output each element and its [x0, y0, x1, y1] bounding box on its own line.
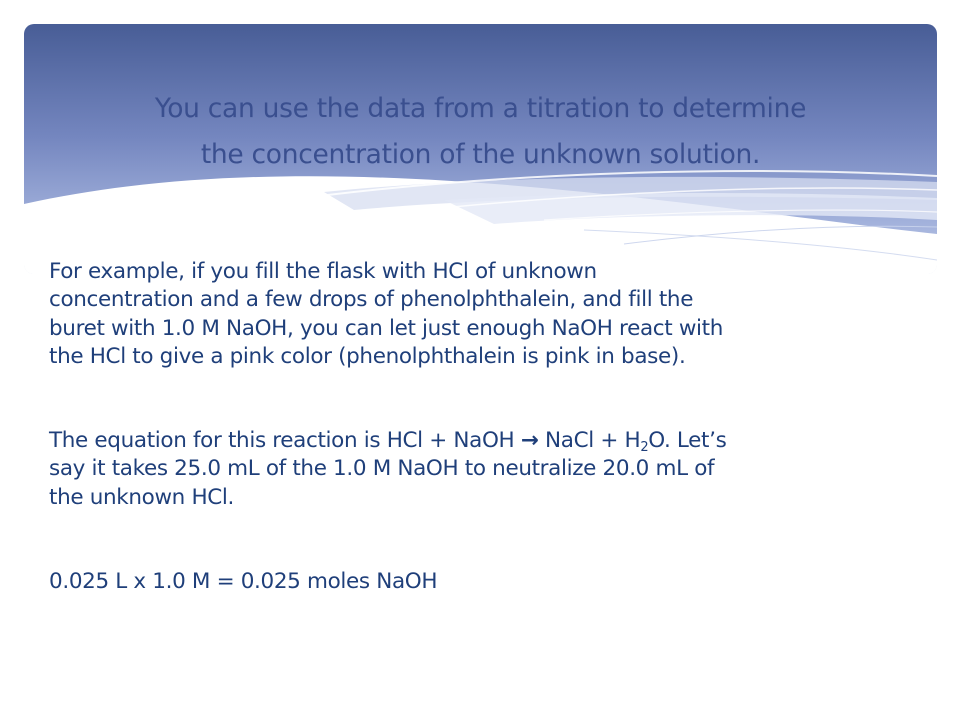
slide-title-line-1: You can use the data from a titration to determine	[154, 93, 807, 124]
paragraph-equation-line-3: the unknown HCl.	[49, 484, 235, 510]
equation-text-tail: O. Let’s	[648, 428, 727, 454]
calculation-line: 0.025 L x 1.0 M = 0.025 moles NaOH	[49, 569, 438, 595]
paragraph-equation	[49, 427, 939, 512]
slide-title-line-2: the concentration of the unknown solution.	[200, 139, 761, 170]
paragraph-calculation	[49, 568, 939, 596]
paragraph-example-line-2: concentration and a few drops of phenolphthalein, and fill the	[49, 287, 694, 313]
equation-text-start: The equation for this reaction is HCl + NaOH	[49, 428, 521, 454]
paragraph-equation-line-2: say it takes 25.0 mL of the 1.0 M NaOH to neutralize 20.0 mL of	[49, 456, 715, 482]
paragraph-equation-line-1	[49, 427, 939, 455]
slide-body	[49, 258, 939, 596]
equation-text-products: NaCl + H	[538, 428, 641, 454]
paragraph-example-line-3: buret with 1.0 M NaOH, you can let just enough NaOH react with	[49, 315, 724, 341]
paragraph-example-line-1: For example, if you fill the flask with HCl of unknown	[49, 259, 597, 284]
water-subscript: 2	[640, 440, 649, 456]
reaction-arrow-icon: →	[520, 428, 539, 454]
slide-title	[24, 86, 937, 178]
paragraph-example-line-4: the HCl to give a pink color (phenolphthalein is pink in base).	[49, 343, 686, 369]
paragraph-example	[49, 258, 939, 371]
